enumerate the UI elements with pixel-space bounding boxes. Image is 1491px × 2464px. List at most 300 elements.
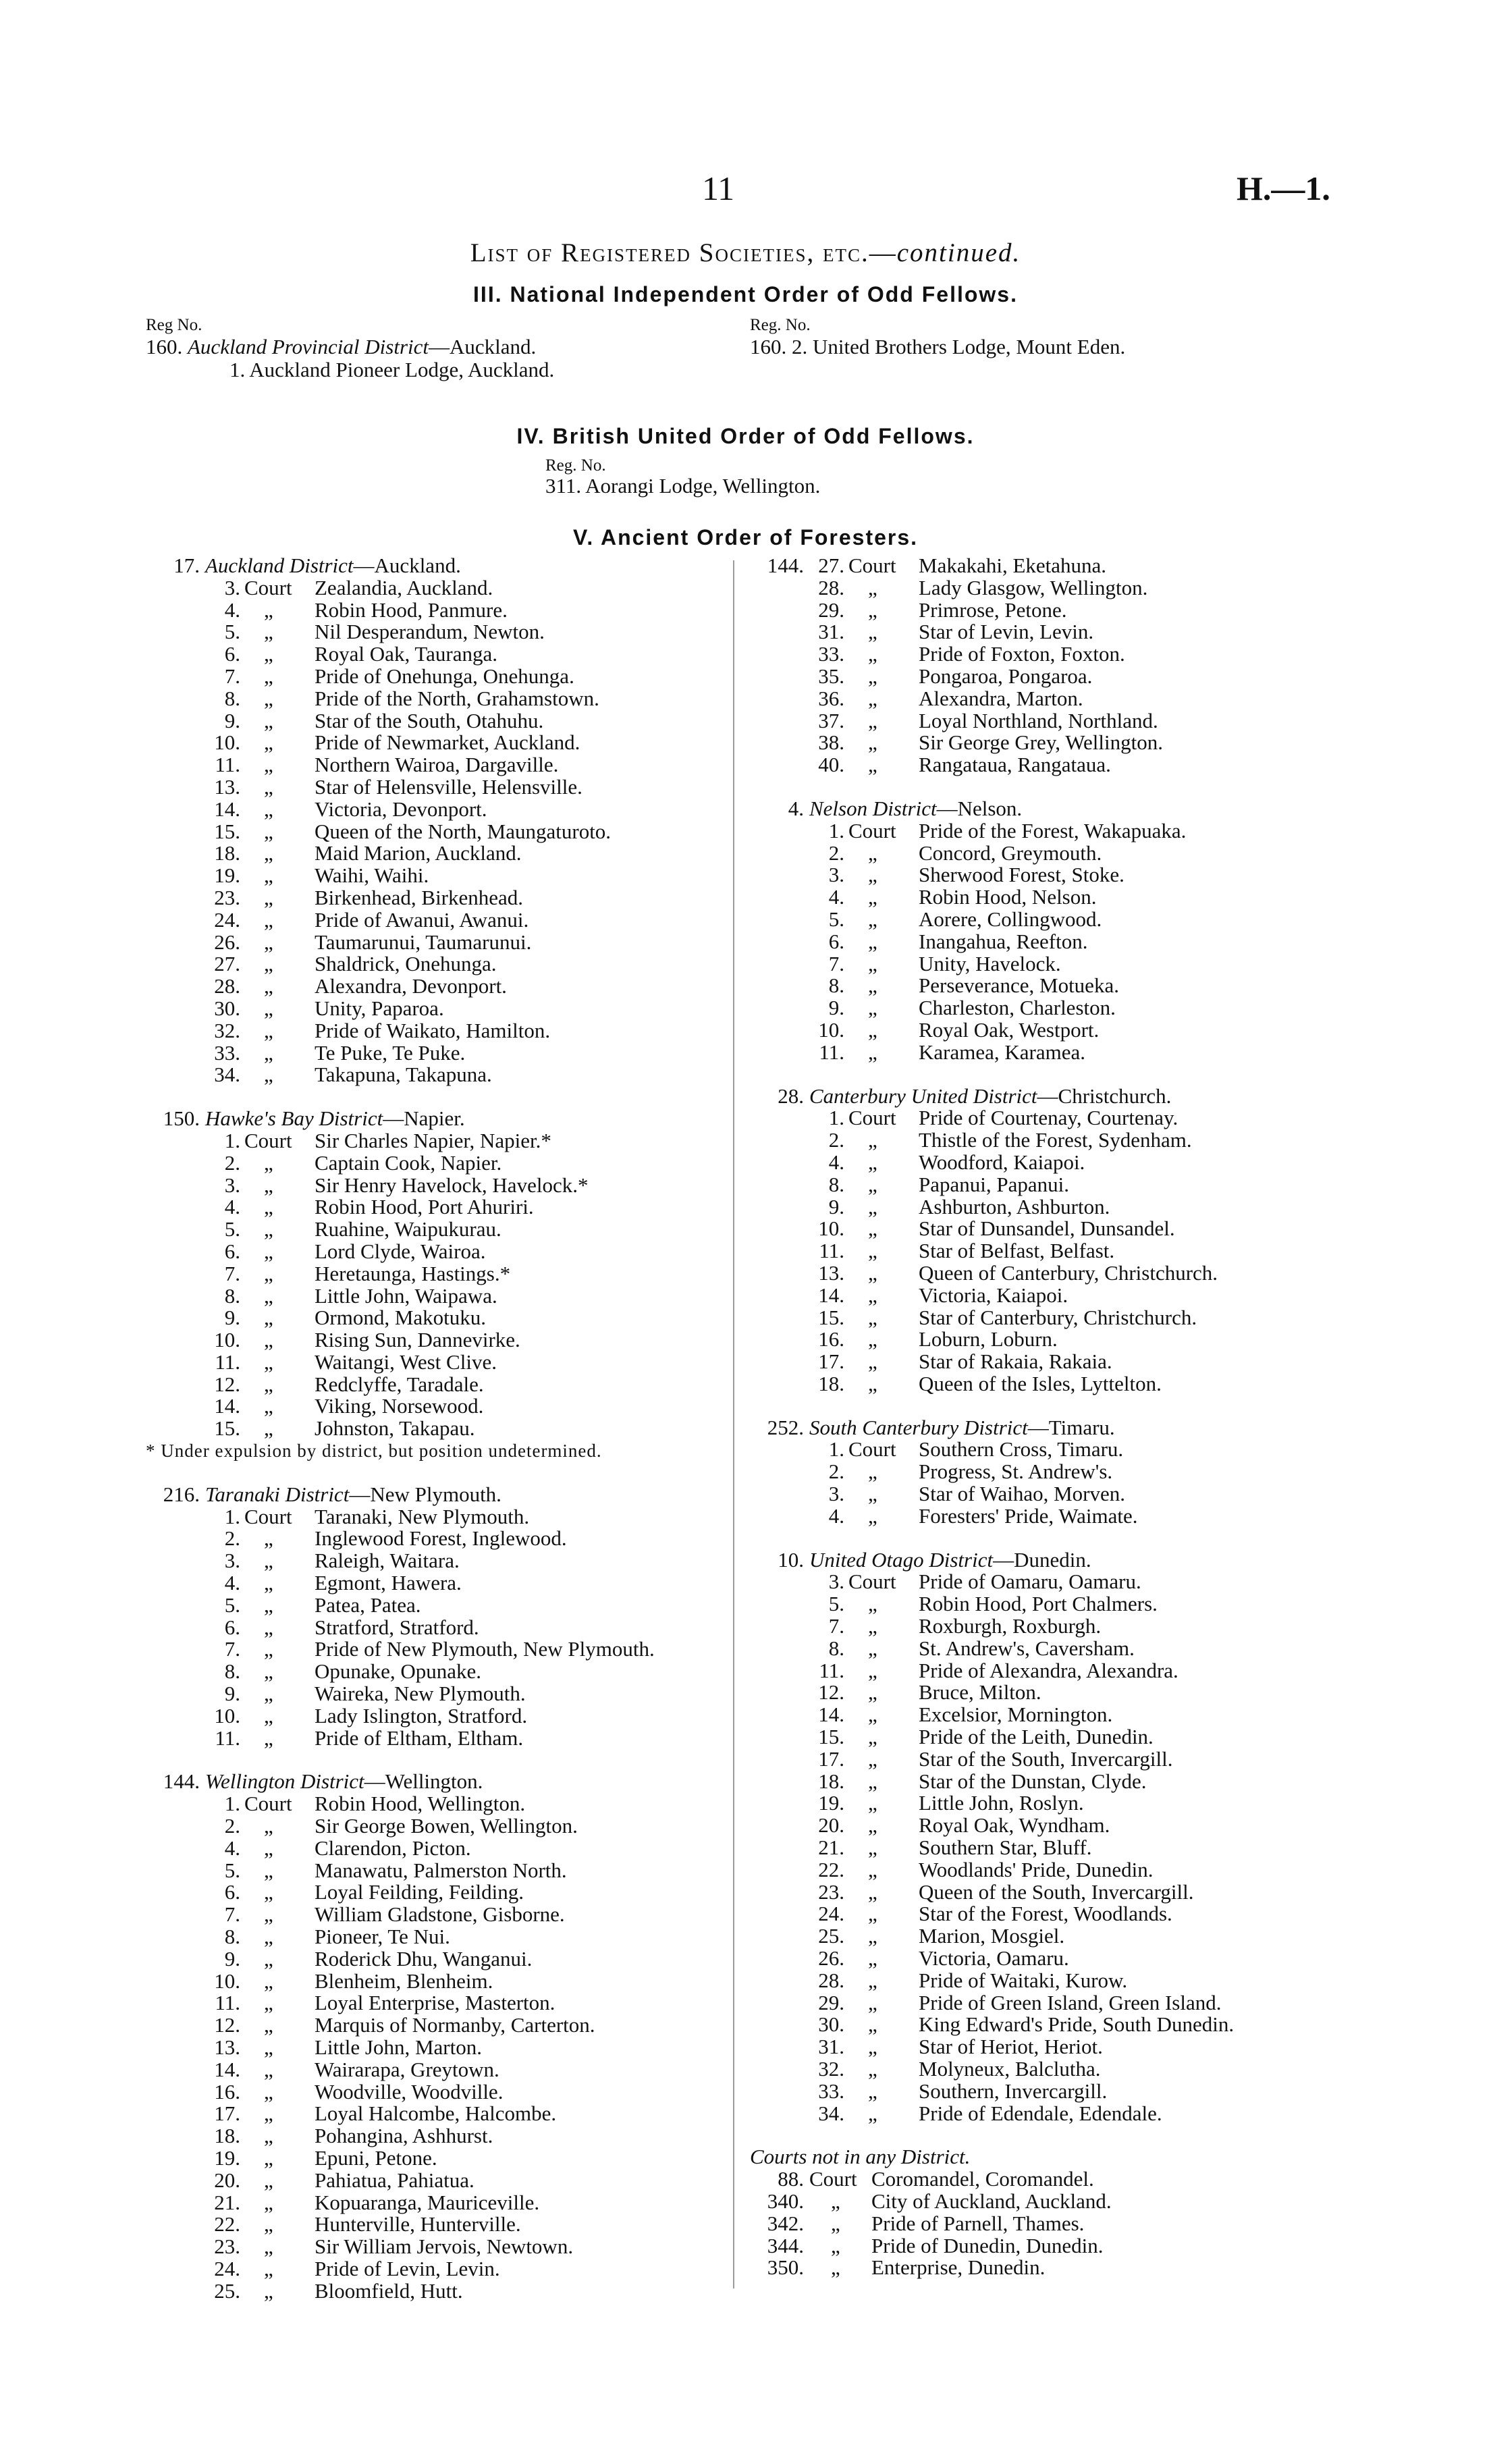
court-name: Epuni, Petone. xyxy=(315,2145,437,2170)
court-row xyxy=(750,1461,1330,1483)
court-name: Pride of Edendale, Edendale. xyxy=(919,2101,1162,2125)
court-row xyxy=(750,953,1330,975)
court-number: 28. xyxy=(214,974,240,998)
ditto-mark: „ xyxy=(264,1615,273,1639)
ditto-mark: „ xyxy=(264,1637,273,1661)
ditto-mark: „ xyxy=(264,2190,273,2214)
district-dest: —Wellington. xyxy=(364,1769,483,1794)
court-label: Court xyxy=(848,1437,896,1462)
ditto-mark: „ xyxy=(264,2168,273,2192)
court-number: 27. xyxy=(214,952,240,976)
reg-number: 144. xyxy=(767,554,804,577)
court-row xyxy=(146,1838,726,1860)
court-name: Roderick Dhu, Wanganui. xyxy=(315,1946,533,1971)
court-name: Sir William Jervois, Newtown. xyxy=(315,2234,574,2259)
court-name: Pride of Dunedin, Dunedin. xyxy=(871,2233,1104,2257)
court-name: Lady Islington, Stratford. xyxy=(315,1703,528,1728)
reg-number: 28. xyxy=(778,1083,804,1108)
district-group xyxy=(750,1528,1330,2125)
ditto-mark: „ xyxy=(868,1017,877,1042)
ditto-mark: „ xyxy=(868,996,877,1020)
ditto-mark: „ xyxy=(868,973,877,998)
ditto-mark: „ xyxy=(264,1306,273,1330)
court-row xyxy=(146,1263,726,1285)
court-number: 6. xyxy=(224,1615,240,1639)
court-number: 23. xyxy=(214,2234,240,2259)
court-name: Robin Hood, Nelson. xyxy=(919,885,1097,909)
court-number: 11. xyxy=(819,1658,844,1682)
court-number: 1. xyxy=(828,1437,844,1462)
spacer xyxy=(146,1462,726,1484)
court-number: 7. xyxy=(224,1637,240,1661)
court-number: 30. xyxy=(818,2012,844,2037)
court-row xyxy=(146,998,726,1020)
ditto-mark: „ xyxy=(868,1836,877,1860)
court-row xyxy=(146,2192,726,2214)
court-name: Star of Belfast, Belfast. xyxy=(919,1239,1115,1263)
ditto-mark: „ xyxy=(868,1746,877,1771)
court-row xyxy=(146,1329,726,1351)
court-row xyxy=(146,1152,726,1175)
court-name: Waireka, New Plymouth. xyxy=(315,1682,526,1706)
court-name: Ashburton, Ashburton. xyxy=(919,1194,1110,1218)
ditto-mark: „ xyxy=(868,1592,877,1616)
ditto-mark: „ xyxy=(868,1128,877,1152)
ditto-mark: „ xyxy=(868,907,877,931)
court-name: Roxburgh, Roxburgh. xyxy=(919,1614,1102,1638)
court-name: Pride of the Leith, Dunedin. xyxy=(919,1725,1154,1749)
ditto-mark: „ xyxy=(264,1725,273,1750)
court-row xyxy=(146,1395,726,1418)
court-row xyxy=(146,1506,726,1528)
court-name: Pride of Parnell, Thames. xyxy=(871,2211,1085,2235)
court-number: 12. xyxy=(818,1680,844,1705)
court-number: 6. xyxy=(828,929,844,953)
court-number: 10. xyxy=(214,1968,240,1993)
court-row xyxy=(146,1638,726,1661)
ditto-mark: „ xyxy=(868,2101,877,2125)
court-row xyxy=(750,1218,1330,1240)
court-number: 32. xyxy=(214,1018,240,1042)
court-number: 8. xyxy=(828,1636,844,1660)
district-heading xyxy=(146,1771,726,1793)
court-row xyxy=(750,1704,1330,1726)
court-row xyxy=(146,1860,726,1882)
court-name: Queen of the Isles, Lyttelton. xyxy=(919,1371,1162,1395)
ditto-mark: „ xyxy=(831,2233,840,2257)
court-number: 9. xyxy=(828,1194,844,1218)
court-name: Little John, Marton. xyxy=(315,2035,482,2059)
court-row xyxy=(750,1837,1330,1859)
court-row xyxy=(750,754,1330,776)
court-name: Sir George Grey, Wellington. xyxy=(919,730,1163,755)
court-name: Ormond, Makotuku. xyxy=(315,1306,487,1330)
court-number: 15. xyxy=(214,1416,240,1441)
court-row xyxy=(146,1418,726,1440)
court-row xyxy=(750,2257,1330,2279)
district-dest: —Auckland. xyxy=(429,335,537,358)
court-number: 12. xyxy=(214,2013,240,2037)
court-number: 14. xyxy=(818,1703,844,1727)
reg-number: 17. xyxy=(173,554,200,577)
ditto-mark: „ xyxy=(264,1549,273,1573)
ditto-mark: „ xyxy=(868,597,877,622)
court-row xyxy=(750,1925,1330,1948)
ditto-mark: „ xyxy=(868,642,877,666)
reg-number: 344. xyxy=(767,2233,804,2257)
court-number: 3. xyxy=(224,1173,240,1197)
court-number: 5. xyxy=(224,1592,240,1617)
reg-number: 4. xyxy=(788,796,804,820)
court-name: Victoria, Oamaru. xyxy=(919,1946,1069,1971)
court-row xyxy=(146,2258,726,2280)
court-name: Pride of Oamaru, Oamaru. xyxy=(919,1570,1141,1594)
ditto-mark: „ xyxy=(264,797,273,821)
court-name: Takapuna, Takapuna. xyxy=(315,1063,492,1087)
court-name: Blenheim, Blenheim. xyxy=(315,1968,493,1993)
reg-number: 216. xyxy=(163,1482,200,1506)
court-row xyxy=(146,2059,726,2081)
ditto-mark: „ xyxy=(868,2057,877,2081)
court-number: 4. xyxy=(828,1503,844,1528)
ditto-mark: „ xyxy=(264,996,273,1020)
court-row xyxy=(146,1592,726,1617)
court-row xyxy=(146,1528,726,1550)
court-number: 11. xyxy=(215,1725,240,1750)
ditto-mark: „ xyxy=(868,1879,877,1904)
court-row xyxy=(750,820,1330,842)
spacer xyxy=(146,1749,726,1771)
court-row xyxy=(750,886,1330,909)
ditto-mark: „ xyxy=(868,1482,877,1506)
district-title xyxy=(205,1771,483,1793)
court-row xyxy=(750,599,1330,622)
no-district-heading: Courts not in any District. xyxy=(750,2145,971,2169)
ditto-mark: „ xyxy=(868,1636,877,1660)
court-row xyxy=(750,1881,1330,1904)
court-name: Stratford, Stratford. xyxy=(315,1615,479,1639)
court-name: Star of Dunsandel, Dunsandel. xyxy=(919,1216,1175,1241)
reg-number: 252. xyxy=(767,1415,804,1439)
court-row xyxy=(146,732,726,754)
title-dash: — xyxy=(869,238,897,267)
court-row xyxy=(750,1373,1330,1395)
court-number: 23. xyxy=(214,885,240,909)
ditto-mark: „ xyxy=(868,1902,877,1926)
ditto-mark: „ xyxy=(264,1592,273,1617)
ditto-mark: „ xyxy=(264,2256,273,2280)
reg-number: 342. xyxy=(767,2211,804,2235)
court-name: Unity, Paparoa. xyxy=(315,996,444,1020)
ditto-mark: „ xyxy=(264,863,273,888)
court-row xyxy=(146,1725,726,1750)
court-number: 10. xyxy=(214,1703,240,1728)
reg-no-label: Reg. No. xyxy=(545,456,606,475)
ditto-mark: „ xyxy=(264,774,273,799)
section-v-heading: V. Ancient Order of Foresters. xyxy=(572,525,919,550)
court-number: 3. xyxy=(224,575,240,599)
court-number: 11. xyxy=(215,1349,240,1374)
ditto-mark: „ xyxy=(868,1305,877,1329)
ditto-mark: „ xyxy=(264,1040,273,1065)
court-row xyxy=(750,577,1330,599)
court-row xyxy=(750,1351,1330,1373)
ditto-mark: „ xyxy=(868,1371,877,1395)
court-number: 1. xyxy=(224,1792,240,1816)
document-code: H.—1. xyxy=(1237,169,1330,207)
ditto-mark: „ xyxy=(264,597,273,622)
ditto-mark: „ xyxy=(264,841,273,865)
court-row xyxy=(750,1152,1330,1174)
court-row xyxy=(146,643,726,666)
court-name: Southern Cross, Timaru. xyxy=(919,1437,1124,1462)
court-number: 8. xyxy=(224,686,240,710)
court-name: St. Andrew's, Caversham. xyxy=(919,1636,1135,1660)
court-row xyxy=(750,1262,1330,1285)
court-label: Court xyxy=(809,2167,857,2191)
court-row xyxy=(750,842,1330,865)
court-name: Thistle of the Forest, Sydenham. xyxy=(919,1128,1192,1152)
court-number: 37. xyxy=(818,708,844,732)
court-name: Pride of Levin, Levin. xyxy=(315,2256,500,2280)
court-row xyxy=(146,1130,726,1152)
district-name: South Canterbury District xyxy=(809,1415,1028,1439)
ditto-mark: „ xyxy=(264,1814,273,1838)
ditto-mark: „ xyxy=(868,2035,877,2059)
court-number: 7. xyxy=(224,1261,240,1285)
court-name: Robin Hood, Port Ahuriri. xyxy=(315,1195,534,1219)
ditto-mark: „ xyxy=(868,863,877,887)
district-title xyxy=(205,1484,501,1506)
district-title xyxy=(205,555,461,577)
court-number: 15. xyxy=(818,1305,844,1329)
court-number: 17. xyxy=(818,1349,844,1374)
court-name: Woodlands' Pride, Dunedin. xyxy=(919,1857,1154,1881)
court-number: 8. xyxy=(828,1172,844,1196)
ditto-mark: „ xyxy=(868,1459,877,1484)
court-number: 24. xyxy=(818,1902,844,1926)
court-name: Manawatu, Palmerston North. xyxy=(315,1858,567,1882)
court-number: 5. xyxy=(224,1858,240,1882)
court-name: Queen of the North, Maungaturoto. xyxy=(315,819,612,843)
court-number: 7. xyxy=(224,1902,240,1927)
court-name: Bruce, Milton. xyxy=(919,1680,1041,1705)
ditto-mark: „ xyxy=(264,1261,273,1285)
court-name: Robin Hood, Port Chalmers. xyxy=(919,1592,1158,1616)
district-name: Auckland Provincial District xyxy=(188,335,429,358)
ditto-mark: „ xyxy=(831,2189,840,2213)
district-group xyxy=(750,1064,1330,1395)
court-number: 15. xyxy=(818,1725,844,1749)
title-main: List of Registered Societies, etc. xyxy=(470,238,869,267)
court-name: Woodville, Woodville. xyxy=(315,2079,504,2104)
court-number: 6. xyxy=(224,642,240,666)
court-number: 24. xyxy=(214,907,240,932)
court-number: 8. xyxy=(224,1925,240,1949)
court-row xyxy=(750,1992,1330,2014)
court-row xyxy=(146,1175,726,1197)
court-row xyxy=(146,1020,726,1042)
court-row xyxy=(146,1307,726,1329)
ditto-mark: „ xyxy=(868,1946,877,1971)
ditto-mark: „ xyxy=(868,1503,877,1528)
court-row xyxy=(146,2147,726,2170)
court-number: 33. xyxy=(818,2079,844,2103)
ditto-mark: „ xyxy=(868,885,877,909)
court-row xyxy=(750,1615,1330,1638)
court-row xyxy=(750,1439,1330,1461)
court-row xyxy=(146,754,726,776)
court-number: 12. xyxy=(214,1372,240,1396)
spacer xyxy=(750,1528,1330,1549)
court-number: 3. xyxy=(224,1549,240,1573)
ditto-mark: „ xyxy=(868,1216,877,1241)
ditto-mark: „ xyxy=(264,1372,273,1396)
court-number: 4. xyxy=(828,885,844,909)
reg-number: 160. xyxy=(146,335,183,358)
court-number: 34. xyxy=(818,2101,844,2125)
ditto-mark: „ xyxy=(264,885,273,909)
court-number: 1. xyxy=(828,818,844,842)
ditto-mark: „ xyxy=(868,951,877,975)
court-name: Pongaroa, Pongaroa. xyxy=(919,664,1093,688)
district-title xyxy=(809,1549,1091,1572)
court-row xyxy=(750,1970,1330,1992)
district-heading xyxy=(750,1549,1330,1572)
court-row xyxy=(750,1019,1330,1042)
reg-number: 150. xyxy=(163,1106,200,1131)
court-number: 33. xyxy=(818,642,844,666)
court-row xyxy=(146,2214,726,2236)
court-name: Pride of Awanui, Awanui. xyxy=(315,907,529,932)
court-number: 32. xyxy=(818,2057,844,2081)
court-row xyxy=(750,1948,1330,1970)
district-title xyxy=(205,1108,465,1130)
court-name: Star of Heriot, Heriot. xyxy=(919,2035,1103,2059)
court-name: Pride of the Forest, Wakapuaka. xyxy=(919,818,1187,842)
court-number: 4. xyxy=(224,1195,240,1219)
court-row xyxy=(750,1174,1330,1196)
court-row xyxy=(146,1374,726,1396)
ditto-mark: „ xyxy=(868,2012,877,2037)
court-row xyxy=(750,643,1330,666)
spacer xyxy=(750,2124,1330,2146)
court-number: 10. xyxy=(214,730,240,755)
ditto-mark: „ xyxy=(264,2145,273,2170)
court-number: 28. xyxy=(818,1968,844,1992)
title-continued: continued. xyxy=(896,238,1021,267)
court-name: Pride of Courtenay, Courtenay. xyxy=(919,1106,1178,1130)
court-number: 34. xyxy=(214,1063,240,1087)
ditto-mark: „ xyxy=(868,730,877,755)
court-name: Kopuaranga, Mauriceville. xyxy=(315,2190,540,2214)
court-name: Waihi, Waihi. xyxy=(315,863,429,888)
court-number: 14. xyxy=(214,797,240,821)
ditto-mark: „ xyxy=(868,2079,877,2103)
court-row xyxy=(146,2014,726,2037)
ditto-mark: „ xyxy=(868,708,877,732)
court-row xyxy=(146,688,726,710)
court-number: 31. xyxy=(818,2035,844,2059)
court-number: 18. xyxy=(214,841,240,865)
ditto-mark: „ xyxy=(264,1968,273,1993)
court-row xyxy=(146,932,726,954)
court-label: Court xyxy=(244,1128,292,1152)
court-name: Pride of Onehunga, Onehunga. xyxy=(315,664,574,688)
ditto-mark: „ xyxy=(264,819,273,843)
court-name: Robin Hood, Wellington. xyxy=(315,1792,526,1816)
court-row xyxy=(750,2168,1330,2191)
district-dest: —Christchurch. xyxy=(1037,1083,1172,1108)
court-number: 17. xyxy=(818,1746,844,1771)
court-number: 28. xyxy=(818,575,844,599)
court-number: 27. xyxy=(818,554,844,577)
court-name: Pride of New Plymouth, New Plymouth. xyxy=(315,1637,655,1661)
court-number: 29. xyxy=(818,1990,844,2014)
ditto-mark: „ xyxy=(264,1239,273,1263)
district-line xyxy=(146,335,536,359)
court-number: 11. xyxy=(819,1239,844,1263)
court-name: Captain Cook, Napier. xyxy=(315,1150,502,1175)
court-row xyxy=(146,1572,726,1595)
court-name: Molyneux, Balclutha. xyxy=(919,2057,1101,2081)
court-name: Rising Sun, Dannevirke. xyxy=(315,1328,520,1352)
court-row xyxy=(750,1240,1330,1262)
court-number: 1. xyxy=(828,1106,844,1130)
district-dest: —Auckland. xyxy=(353,554,461,577)
court-row xyxy=(750,975,1330,997)
court-row xyxy=(750,1726,1330,1748)
district-name: Auckland District xyxy=(205,554,354,577)
lodge-line: 311. Aorangi Lodge, Wellington. xyxy=(545,474,821,498)
court-number: 8. xyxy=(828,973,844,998)
court-name: Woodford, Kaiapoi. xyxy=(919,1150,1085,1174)
district-dest: —Napier. xyxy=(383,1106,465,1131)
court-number: 5. xyxy=(828,1592,844,1616)
court-row xyxy=(146,1351,726,1374)
court-name: Hunterville, Hunterville. xyxy=(315,2212,521,2237)
court-number: 18. xyxy=(818,1371,844,1395)
court-number: 2. xyxy=(224,1814,240,1838)
ditto-mark: „ xyxy=(264,907,273,932)
court-number: 3. xyxy=(828,1570,844,1594)
right-column xyxy=(750,555,1330,2279)
court-row xyxy=(146,1705,726,1728)
ditto-mark: „ xyxy=(264,1991,273,2015)
court-name: Karamea, Karamea. xyxy=(919,1040,1085,1064)
court-row xyxy=(146,2236,726,2258)
court-label: Court xyxy=(244,1792,292,1816)
court-name: Pride of Alexandra, Alexandra. xyxy=(919,1658,1178,1682)
court-row xyxy=(146,1881,726,1904)
court-name: Bloomfield, Hutt. xyxy=(315,2278,463,2303)
court-name: Pride of Newmarket, Auckland. xyxy=(315,730,580,755)
court-row xyxy=(750,1107,1330,1129)
ditto-mark: „ xyxy=(264,1571,273,1595)
ditto-mark: „ xyxy=(264,2278,273,2303)
court-row xyxy=(146,1617,726,1639)
ditto-mark: „ xyxy=(264,664,273,688)
court-row xyxy=(146,975,726,998)
court-row xyxy=(146,953,726,975)
court-row xyxy=(750,864,1330,886)
court-label: Court xyxy=(848,1570,896,1594)
court-name: Alexandra, Devonport. xyxy=(315,974,507,998)
court-row xyxy=(750,1660,1330,1682)
court-row xyxy=(750,1129,1330,1152)
court-row xyxy=(750,1859,1330,1881)
footnote: * Under expulsion by district, but position undetermined. xyxy=(146,1441,602,1462)
